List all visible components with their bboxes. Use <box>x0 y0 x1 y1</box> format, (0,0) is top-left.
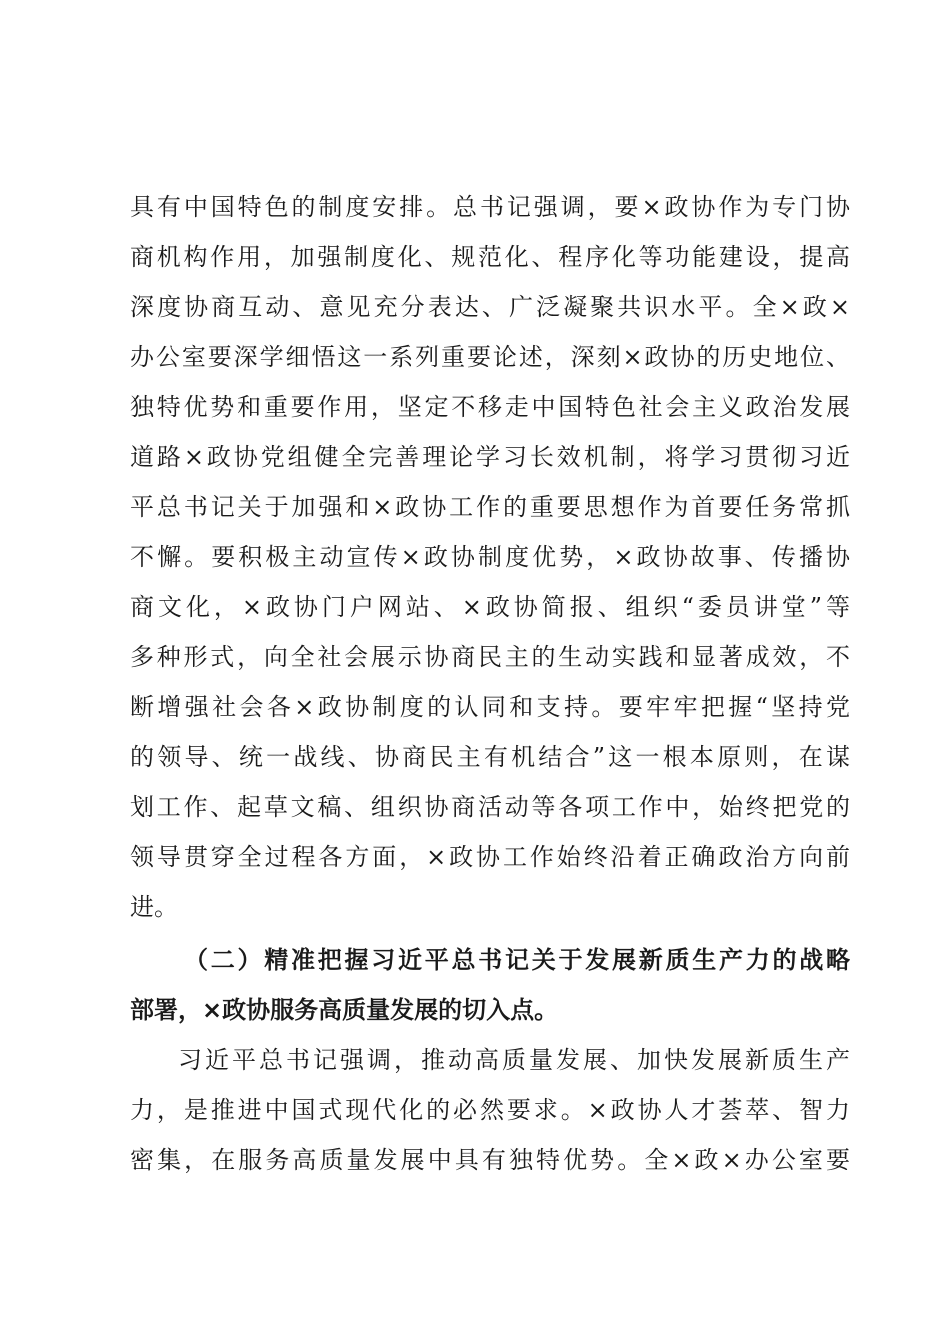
paragraph-line: 断增强社会各×政协制度的认同和支持。要牢牢把握“坚持党 <box>130 693 850 721</box>
paragraph-line: 商文化，×政协门户网站、×政协简报、组织“委员讲堂”等 <box>130 593 850 621</box>
paragraph-line: 办公室要深学细悟这一系列重要论述，深刻×政协的历史地位、 <box>130 343 850 371</box>
paragraph-line: 独特优势和重要作用，坚定不移走中国特色社会主义政治发展 <box>130 393 850 421</box>
paragraph-line: 的领导、统一战线、协商民主有机结合”这一根本原则，在谋 <box>130 743 850 771</box>
paragraph-line: 领导贯穿全过程各方面，×政协工作始终沿着正确政治方向前 <box>130 843 850 871</box>
heading-line: 部署，×政协服务高质量发展的切入点。 <box>130 996 559 1024</box>
document-body <box>130 182 850 1185</box>
paragraph-line: 商机构作用，加强制度化、规范化、程序化等功能建设，提高 <box>130 243 850 271</box>
paragraph-line: 不懈。要积极主动宣传×政协制度优势，×政协故事、传播协 <box>130 543 850 571</box>
paragraph-1 <box>130 182 850 932</box>
paragraph-line: 具有中国特色的制度安排。总书记强调，要×政协作为专门协 <box>130 193 850 221</box>
paragraph-line: 习近平总书记强调，推动高质量发展、加快发展新质生产 <box>178 1046 850 1074</box>
section-heading <box>130 935 850 1035</box>
paragraph-line: 划工作、起草文稿、组织协商活动等各项工作中，始终把党的 <box>130 793 850 821</box>
paragraph-line: 深度协商互动、意见充分表达、广泛凝聚共识水平。全×政× <box>130 293 850 321</box>
paragraph-line: 进。 <box>130 893 178 921</box>
paragraph-line: 力，是推进中国式现代化的必然要求。×政协人才荟萃、智力 <box>130 1096 850 1124</box>
paragraph-line: 平总书记关于加强和×政协工作的重要思想作为首要任务常抓 <box>130 493 850 521</box>
paragraph-2 <box>130 1035 850 1185</box>
paragraph-line: 多种形式，向全社会展示协商民主的生动实践和显著成效，不 <box>130 643 850 671</box>
paragraph-line: 道路×政协党组健全完善理论学习长效机制，将学习贯彻习近 <box>130 443 850 471</box>
heading-line: （二）精准把握习近平总书记关于发展新质生产力的战略 <box>184 946 850 974</box>
paragraph-line: 密集，在服务高质量发展中具有独特优势。全×政×办公室要 <box>130 1146 850 1174</box>
